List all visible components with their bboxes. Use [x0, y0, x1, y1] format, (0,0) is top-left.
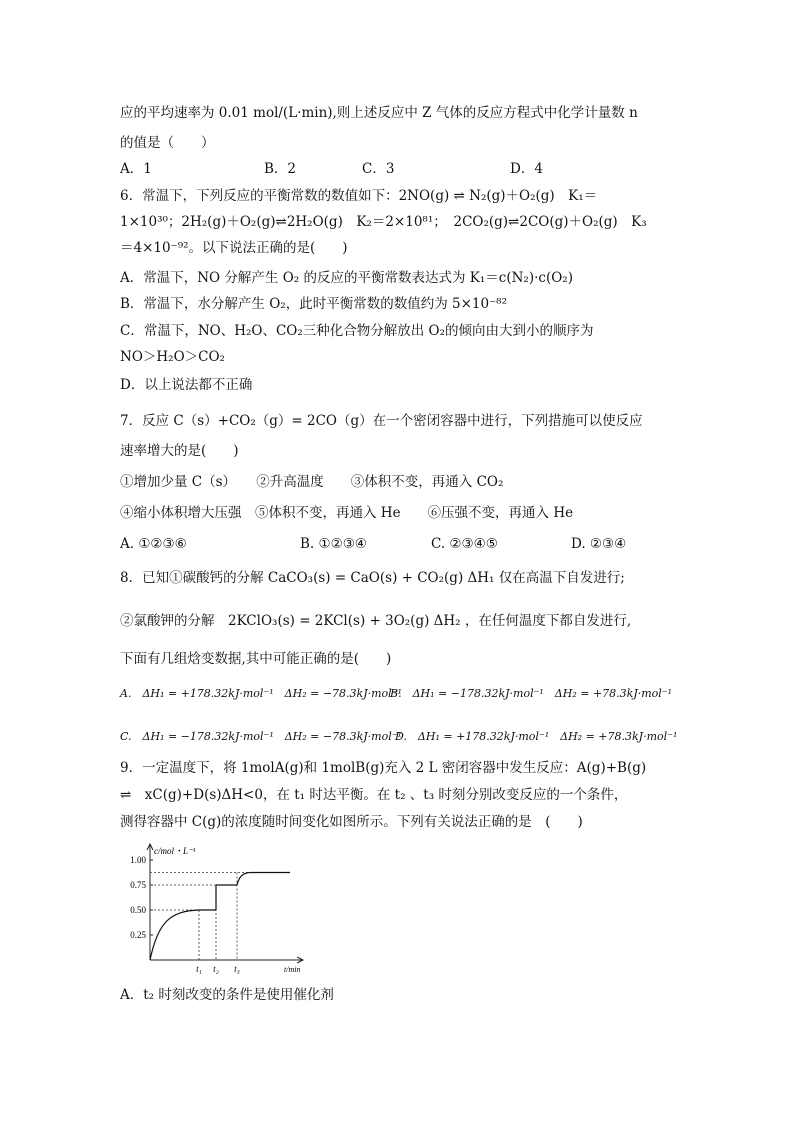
option-d: D. ②③④	[571, 536, 627, 552]
option-a: A．t₂ 时刻改变的条件是使用催化剂	[120, 987, 334, 1003]
text-line: 1×10³⁰；2H₂(g)＋O₂(g)⇌2H₂O(g) K₂＝2×10⁸¹； 2CO₂(g)⇌2CO(g)＋O₂(g) K₃	[120, 214, 647, 230]
text-line: ⇌ xC(g)+D(s)ΔH<0，在 t₁ 时达平衡。在 t₂ 、t₃ 时刻分别改变反应的一个条件，	[120, 787, 628, 803]
x-tick-label: t₂	[213, 964, 219, 974]
option-a: A．1	[120, 161, 152, 177]
text-line: 速率增大的是( )	[120, 443, 239, 459]
option-a: A．常温下，NO 分解产生 O₂ 的反应的平衡常数表达式为 K₁＝c(N₂)·c(O₂)	[120, 270, 573, 286]
option-d: D. ΔH₁ = +178.32kJ·mol⁻¹ ΔH₂ = +78.3kJ·mol⁻¹	[395, 730, 678, 743]
y-tick-label: 0.75	[130, 880, 146, 890]
text-line: 测得容器中 C(g)的浓度随时间变化如图所示。下列有关说法正确的是 ( )	[120, 814, 583, 830]
option-a: A. ①②③⑥	[120, 536, 187, 552]
option-c: C. ΔH₁ = −178.32kJ·mol⁻¹ ΔH₂ = −78.3kJ·mol⁻¹	[120, 730, 402, 743]
y-tick-label: 1.00	[130, 855, 146, 865]
x-tick-label: t₁	[196, 964, 202, 974]
option-b: B. ΔH₁ = −178.32kJ·mol⁻¹ ΔH₂ = +78.3kJ·mol⁻¹	[390, 687, 673, 700]
x-tick-label: t₃	[234, 964, 240, 974]
option-b: B. ①②③④	[300, 536, 367, 552]
option-b: B．2	[264, 161, 297, 177]
option-d: D．以上说法都不正确	[120, 377, 253, 393]
series-rise-1	[150, 910, 199, 960]
y-axis-label: c/mol・L⁻¹	[154, 846, 196, 856]
question-7: 7．反应 C（s）+CO₂（g）= 2CO（g）在一个密闭容器中进行，下列措施可以使反应	[120, 413, 643, 429]
option-c: C．3	[362, 161, 395, 177]
text-line: 的值是（ ）	[120, 135, 215, 151]
option-d: D．4	[510, 161, 543, 177]
question-9: 9．一定温度下，将 1molA(g)和 1molB(g)充入 2 L 密闭容器中发生反应：A(g)+B(g)	[120, 760, 647, 776]
option-c: C．常温下，NO、H₂O、CO₂三种化合物分解放出 O₂的倾向由大到小的顺序为	[120, 323, 594, 339]
option-b: B．常温下，水分解产生 O₂，此时平衡常数的数值约为 5×10⁻⁸²	[120, 296, 508, 312]
option-a: A. ΔH₁ = +178.32kJ·mol⁻¹ ΔH₂ = −78.3kJ·mol⁻¹	[120, 687, 402, 700]
text-line: ①增加少量 C（s） ②升高温度 ③体积不变，再通入 CO₂	[120, 474, 504, 490]
text-line: ②氯酸钾的分解 2KClO₃(s) = 2KCl(s) + 3O₂(g) ΔH₂ ，在任何温度下都自发进行,	[120, 613, 632, 629]
option-c: C. ②③④⑤	[431, 536, 498, 552]
x-axis-label: t/min	[284, 965, 301, 974]
series-rise-2	[237, 873, 251, 886]
question-6: 6．常温下，下列反应的平衡常数的数值如下：2NO(g) ⇌ N₂(g)＋O₂(g) K₁＝	[120, 188, 598, 204]
question-8: 8．已知①碳酸钙的分解 CaCO₃(s) = CaO(s) + CO₂(g) ΔH₁ 仅在高温下自发进行;	[120, 570, 625, 586]
text-line: NO＞H₂O＞CO₂	[120, 349, 225, 365]
concentration-chart	[118, 840, 318, 975]
y-tick-label: 0.50	[130, 905, 146, 915]
text-line: 下面有几组焓变数据,其中可能正确的是( )	[120, 651, 392, 667]
y-tick-label: 0.25	[130, 930, 146, 940]
text-line: ＝4×10⁻⁹²。以下说法正确的是( )	[120, 240, 348, 256]
text-line: 应的平均速率为 0.01 mol/(L·min),则上述反应中 Z 气体的反应方程式中化学计量数 n	[120, 105, 638, 121]
text-line: ④缩小体积增大压强 ⑤体积不变，再通入 He ⑥压强不变，再通入 He	[120, 505, 574, 521]
